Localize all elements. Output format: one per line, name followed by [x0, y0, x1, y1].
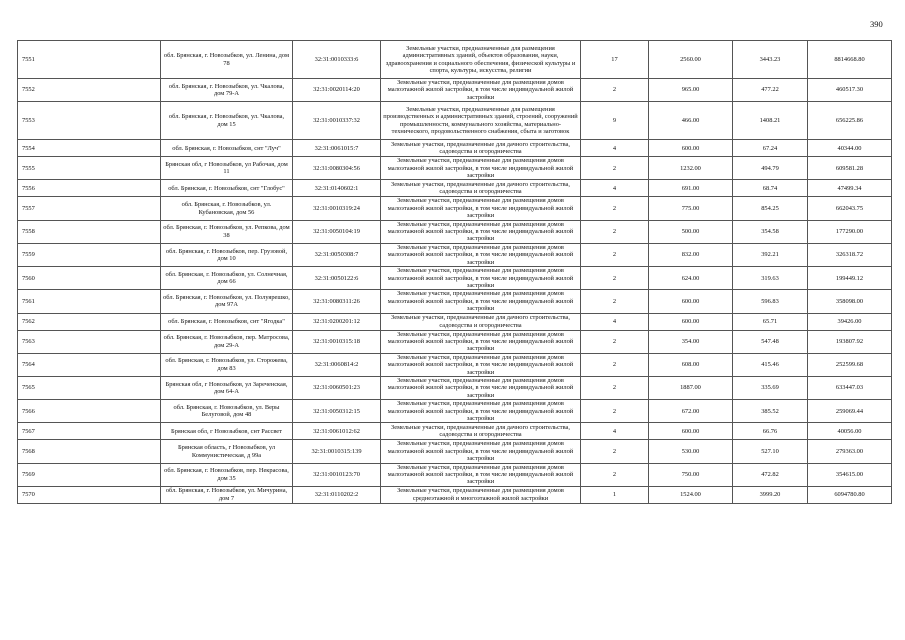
area-cell: 600.00 — [649, 313, 733, 330]
specific-value-cell: 3999.20 — [733, 486, 808, 503]
area-cell: 600.00 — [649, 423, 733, 440]
table-row — [18, 102, 892, 140]
specific-value-cell: 3443.23 — [733, 41, 808, 79]
address-cell: обл. Брянская, г. Новозыбков, ул. Солнечная, дом 66 — [161, 267, 293, 290]
group-cell: 2 — [581, 400, 649, 423]
table-row — [18, 423, 892, 440]
table-row — [18, 376, 892, 399]
cadastral-number-cell: 32:31:0050104:19 — [293, 220, 381, 243]
cadastral-number-cell: 32:31:0010315:18 — [293, 330, 381, 353]
page-number: 390 — [870, 19, 883, 29]
cadastral-number-cell: 32:31:0010123:70 — [293, 463, 381, 486]
cadastral-number-cell: 32:31:0080304:56 — [293, 157, 381, 180]
specific-value-cell: 335.69 — [733, 376, 808, 399]
cadastral-value-cell: 6094780.80 — [808, 486, 892, 503]
address-cell: обл. Брянская, г. Новозыбков, пер. Матросова, дом 29-А — [161, 330, 293, 353]
specific-value-cell: 385.52 — [733, 400, 808, 423]
row-number: 7563 — [18, 330, 161, 353]
table-row — [18, 440, 892, 463]
cadastral-value-cell: 47499.34 — [808, 180, 892, 197]
area-cell: 600.00 — [649, 140, 733, 157]
address-cell: Брянская обл, г Новозыбков, ул Рабочая, дом 11 — [161, 157, 293, 180]
land-use-cell: Земельные участки, предназначенные для дачного строительства, садоводства и огородничества — [381, 423, 581, 440]
specific-value-cell: 392.21 — [733, 243, 808, 266]
cadastral-value-cell: 609581.28 — [808, 157, 892, 180]
table-row — [18, 486, 892, 503]
cadastral-value-cell: 259069.44 — [808, 400, 892, 423]
table-row — [18, 79, 892, 102]
cadastral-number-cell: 32:31:0010333:6 — [293, 41, 381, 79]
land-use-cell: Земельные участки, предназначенные для размещения домов среднеэтажной и многоэтажной жилой застройки — [381, 486, 581, 503]
cadastral-value-cell: 252599.68 — [808, 353, 892, 376]
address-cell: обл. Брянская, г. Новозыбков, ул. Кубановская, дом 56 — [161, 197, 293, 220]
cadastral-number-cell: 32:31:0140602:1 — [293, 180, 381, 197]
group-cell: 2 — [581, 197, 649, 220]
table-row — [18, 197, 892, 220]
row-number: 7567 — [18, 423, 161, 440]
cadastral-value-cell: 39426.00 — [808, 313, 892, 330]
row-number: 7552 — [18, 79, 161, 102]
address-cell: обл. Брянская, г. Новозыбков, снт "Луч" — [161, 140, 293, 157]
land-use-cell: Земельные участки, предназначенные для размещения домов малоэтажной жилой застройки, в том числе индивидуальной жилой застройки — [381, 290, 581, 313]
address-cell: обл. Брянская, г. Новозыбков, пер. Грузовой, дом 10 — [161, 243, 293, 266]
cadastral-number-cell: 32:31:0060501:23 — [293, 376, 381, 399]
row-number: 7560 — [18, 267, 161, 290]
specific-value-cell: 66.76 — [733, 423, 808, 440]
cadastral-number-cell: 32:31:0020114:20 — [293, 79, 381, 102]
specific-value-cell: 477.22 — [733, 79, 808, 102]
group-cell: 2 — [581, 290, 649, 313]
cadastral-number-cell: 32:31:0080311:26 — [293, 290, 381, 313]
land-use-cell: Земельные участки, предназначенные для размещения домов малоэтажной жилой застройки, в том числе индивидуальной жилой застройки — [381, 197, 581, 220]
group-cell: 4 — [581, 140, 649, 157]
area-cell: 1887.00 — [649, 376, 733, 399]
land-use-cell: Земельные участки, предназначенные для размещения домов малоэтажной жилой застройки, в том числе индивидуальной жилой застройки — [381, 440, 581, 463]
area-cell: 775.00 — [649, 197, 733, 220]
address-cell: обл. Брянская, г. Новозыбков, ул. Мичурина, дом 7 — [161, 486, 293, 503]
row-number: 7557 — [18, 197, 161, 220]
cadastral-value-cell: 633447.03 — [808, 376, 892, 399]
group-cell: 2 — [581, 463, 649, 486]
area-cell: 1524.00 — [649, 486, 733, 503]
cadastral-number-cell: 32:31:0050308:7 — [293, 243, 381, 266]
land-use-cell: Земельные участки, предназначенные для размещения домов малоэтажной жилой застройки, в том числе индивидуальной жилой застройки — [381, 79, 581, 102]
land-use-cell: Земельные участки, предназначенные для размещения административных зданий, объектов образования, науки, здравоохранения и социального обеспечения, физической культуры и спорта, культуры, искусства, религии — [381, 41, 581, 79]
specific-value-cell: 1408.21 — [733, 102, 808, 140]
table-body — [18, 41, 892, 504]
table-row — [18, 400, 892, 423]
cadastral-value-cell: 354615.00 — [808, 463, 892, 486]
table-row — [18, 463, 892, 486]
group-cell: 2 — [581, 79, 649, 102]
area-cell: 608.00 — [649, 353, 733, 376]
table-row — [18, 330, 892, 353]
group-cell: 4 — [581, 313, 649, 330]
cadastral-value-cell: 662043.75 — [808, 197, 892, 220]
address-cell: Брянская обл, г Новозыбков, снт Рассвет — [161, 423, 293, 440]
cadastral-number-cell: 32:31:0050312:15 — [293, 400, 381, 423]
specific-value-cell: 354.58 — [733, 220, 808, 243]
specific-value-cell: 65.71 — [733, 313, 808, 330]
table-row — [18, 157, 892, 180]
group-cell: 1 — [581, 486, 649, 503]
land-use-cell: Земельные участки, предназначенные для размещения домов малоэтажной жилой застройки, в том числе индивидуальной жилой застройки — [381, 330, 581, 353]
area-cell: 466.00 — [649, 102, 733, 140]
address-cell: обл. Брянская, г. Новозыбков, снт "Ягодка" — [161, 313, 293, 330]
area-cell: 750.00 — [649, 463, 733, 486]
area-cell: 965.00 — [649, 79, 733, 102]
table-row — [18, 180, 892, 197]
group-cell: 9 — [581, 102, 649, 140]
land-use-cell: Земельные участки, предназначенные для дачного строительства, садоводства и огородничества — [381, 313, 581, 330]
cadastral-number-cell: 32:31:0060814:2 — [293, 353, 381, 376]
cadastral-number-cell: 32:31:0200201:12 — [293, 313, 381, 330]
cadastral-value-cell: 199449.12 — [808, 267, 892, 290]
area-cell: 624.00 — [649, 267, 733, 290]
specific-value-cell: 596.83 — [733, 290, 808, 313]
row-number: 7551 — [18, 41, 161, 79]
row-number: 7562 — [18, 313, 161, 330]
address-cell: обл. Брянская, г. Новозыбков, ул. Чкалова, дом 79-А — [161, 79, 293, 102]
row-number: 7559 — [18, 243, 161, 266]
row-number: 7564 — [18, 353, 161, 376]
specific-value-cell: 547.48 — [733, 330, 808, 353]
specific-value-cell: 415.46 — [733, 353, 808, 376]
group-cell: 2 — [581, 376, 649, 399]
cadastral-number-cell: 32:31:0061012:62 — [293, 423, 381, 440]
land-use-cell: Земельные участки, предназначенные для дачного строительства, садоводства и огородничества — [381, 140, 581, 157]
cadastral-value-cell: 460517.30 — [808, 79, 892, 102]
land-use-cell: Земельные участки, предназначенные для размещения домов малоэтажной жилой застройки, в том числе индивидуальной жилой застройки — [381, 243, 581, 266]
land-use-cell: Земельные участки, предназначенные для размещения домов малоэтажной жилой застройки, в том числе индивидуальной жилой застройки — [381, 463, 581, 486]
land-use-cell: Земельные участки, предназначенные для дачного строительства, садоводства и огородничества — [381, 180, 581, 197]
area-cell: 530.00 — [649, 440, 733, 463]
cadastral-number-cell: 32:31:0061015:7 — [293, 140, 381, 157]
row-number: 7561 — [18, 290, 161, 313]
cadastral-value-cell: 656225.86 — [808, 102, 892, 140]
cadastral-value-cell: 279363.00 — [808, 440, 892, 463]
area-cell: 500.00 — [649, 220, 733, 243]
group-cell: 2 — [581, 440, 649, 463]
specific-value-cell: 67.24 — [733, 140, 808, 157]
address-cell: обл. Брянская, г. Новозыбков, ул. Сторожева, дом 83 — [161, 353, 293, 376]
land-use-cell: Земельные участки, предназначенные для размещения домов малоэтажной жилой застройки, в том числе индивидуальной жилой застройки — [381, 220, 581, 243]
specific-value-cell: 319.63 — [733, 267, 808, 290]
land-use-cell: Земельные участки, предназначенные для размещения домов малоэтажной жилой застройки, в том числе индивидуальной жилой застройки — [381, 267, 581, 290]
land-use-cell: Земельные участки, предназначенные для размещения домов малоэтажной жилой застройки, в том числе индивидуальной жилой застройки — [381, 157, 581, 180]
table-row — [18, 353, 892, 376]
cadastral-value-cell: 358098.00 — [808, 290, 892, 313]
cadastral-value-cell: 326318.72 — [808, 243, 892, 266]
land-use-cell: Земельные участки, предназначенные для размещения производственных и административных зданий, строений, сооружений промышленности, коммунального хозяйства, материально-технического, продовольственного снабжения, сбыта и заготовок — [381, 102, 581, 140]
row-number: 7569 — [18, 463, 161, 486]
row-number: 7565 — [18, 376, 161, 399]
group-cell: 2 — [581, 330, 649, 353]
group-cell: 2 — [581, 157, 649, 180]
table-row — [18, 243, 892, 266]
table-row — [18, 220, 892, 243]
row-number: 7568 — [18, 440, 161, 463]
cadastral-number-cell: 32:31:0010337:32 — [293, 102, 381, 140]
group-cell: 2 — [581, 243, 649, 266]
table-row — [18, 140, 892, 157]
row-number: 7558 — [18, 220, 161, 243]
address-cell: обл. Брянская, г. Новозыбков, ул. Полуярешко, дом 97А — [161, 290, 293, 313]
row-number: 7553 — [18, 102, 161, 140]
land-use-cell: Земельные участки, предназначенные для размещения домов малоэтажной жилой застройки, в том числе индивидуальной жилой застройки — [381, 376, 581, 399]
group-cell: 17 — [581, 41, 649, 79]
land-use-cell: Земельные участки, предназначенные для размещения домов малоэтажной жилой застройки, в том числе индивидуальной жилой застройки — [381, 353, 581, 376]
cadastral-number-cell: 32:31:0110202:2 — [293, 486, 381, 503]
address-cell: обл. Брянская, г. Новозыбков, пер. Некрасова, дом 35 — [161, 463, 293, 486]
cadastral-number-cell: 32:31:0050122:6 — [293, 267, 381, 290]
area-cell: 2560.00 — [649, 41, 733, 79]
address-cell: обл. Брянская, г. Новозыбков, ул. Веры Белуговой, дом 48 — [161, 400, 293, 423]
area-cell: 354.00 — [649, 330, 733, 353]
table-row — [18, 313, 892, 330]
group-cell: 2 — [581, 220, 649, 243]
group-cell: 2 — [581, 267, 649, 290]
cadastral-value-table — [17, 40, 892, 504]
address-cell: Брянская обл, г Новозыбков, ул Зареченская, дом 64-А — [161, 376, 293, 399]
area-cell: 1232.00 — [649, 157, 733, 180]
address-cell: обл. Брянская, г. Новозыбков, ул. Репкова, дом 38 — [161, 220, 293, 243]
cadastral-value-cell: 177290.00 — [808, 220, 892, 243]
group-cell: 4 — [581, 423, 649, 440]
table-row — [18, 41, 892, 79]
area-cell: 832.00 — [649, 243, 733, 266]
address-cell: Брянская область, г Новозыбков, ул Коммунистическая, д 99а — [161, 440, 293, 463]
row-number: 7556 — [18, 180, 161, 197]
cadastral-number-cell: 32:31:0010315:139 — [293, 440, 381, 463]
specific-value-cell: 472.82 — [733, 463, 808, 486]
cadastral-value-cell: 8814668.80 — [808, 41, 892, 79]
row-number: 7570 — [18, 486, 161, 503]
specific-value-cell: 494.79 — [733, 157, 808, 180]
address-cell: обл. Брянская, г. Новозыбков, ул. Ленина, дом 78 — [161, 41, 293, 79]
cadastral-value-cell: 40344.00 — [808, 140, 892, 157]
area-cell: 691.00 — [649, 180, 733, 197]
area-cell: 672.00 — [649, 400, 733, 423]
specific-value-cell: 527.10 — [733, 440, 808, 463]
group-cell: 4 — [581, 180, 649, 197]
row-number: 7554 — [18, 140, 161, 157]
group-cell: 2 — [581, 353, 649, 376]
cadastral-number-cell: 32:31:0010319:24 — [293, 197, 381, 220]
cadastral-value-cell: 193807.92 — [808, 330, 892, 353]
land-use-cell: Земельные участки, предназначенные для размещения домов малоэтажной жилой застройки, в том числе индивидуальной жилой застройки — [381, 400, 581, 423]
specific-value-cell: 68.74 — [733, 180, 808, 197]
row-number: 7555 — [18, 157, 161, 180]
area-cell: 600.00 — [649, 290, 733, 313]
address-cell: обл. Брянская, г. Новозыбков, ул. Чкалова, дом 15 — [161, 102, 293, 140]
specific-value-cell: 854.25 — [733, 197, 808, 220]
table-row — [18, 267, 892, 290]
table-row — [18, 290, 892, 313]
cadastral-value-cell: 40056.00 — [808, 423, 892, 440]
address-cell: обл. Брянская, г. Новозыбков, снт "Глобус" — [161, 180, 293, 197]
row-number: 7566 — [18, 400, 161, 423]
